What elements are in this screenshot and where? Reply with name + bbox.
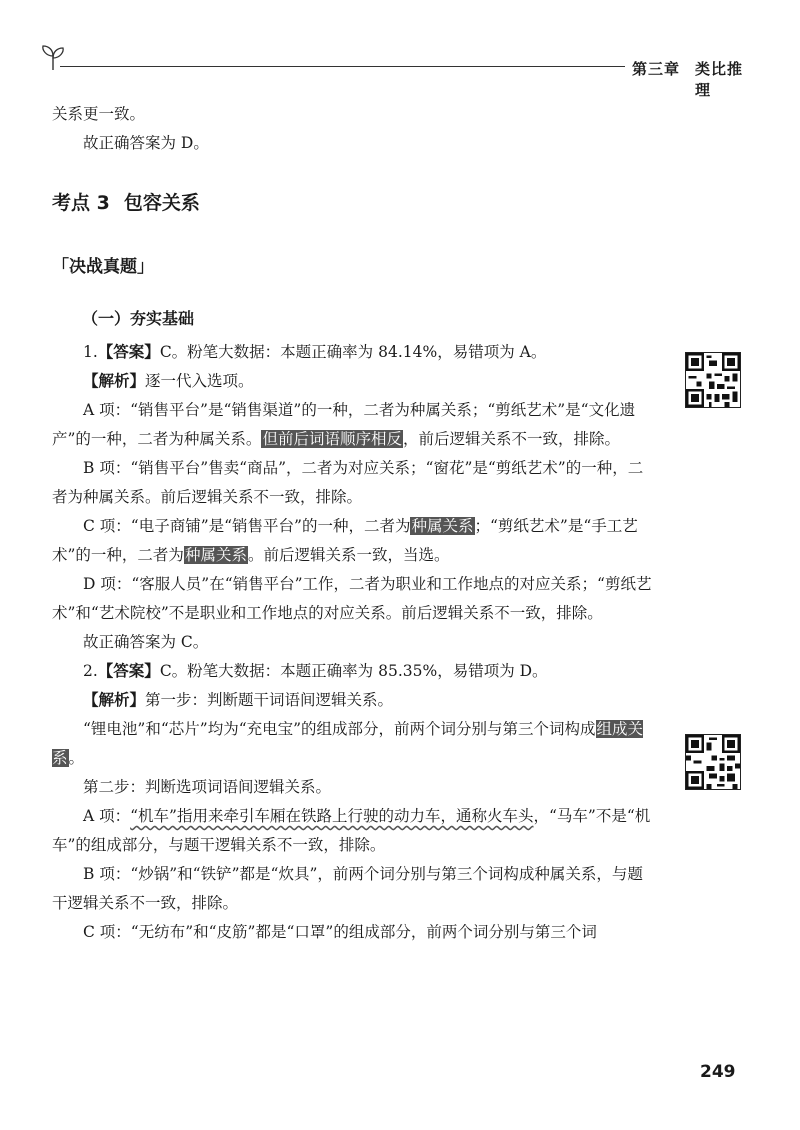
qr-code-icon (685, 734, 741, 790)
option-a: A 项：“机车”指用来牵引车厢在铁路上行驶的动力车，通称火车头，“马车”不是“机车”的组成部分，与题干逻辑关系不一致，排除。 (52, 807, 651, 854)
section-title (52, 188, 657, 218)
option-d: D 项：“客服人员”在“销售平台”工作，二者为职业和工作地点的对应关系；“剪纸艺术”和“艺术院校”不是职业和工作地点的对应关系。前后逻辑关系不一致，排除。 (52, 575, 652, 622)
analysis-line: 【解析】逐一代入选项。 (83, 372, 254, 390)
highlight: 种属关系 (411, 517, 474, 535)
highlight: 但前后词语顺序相反 (262, 430, 402, 448)
text-line: 第二步：判断选项词语间逻辑关系。 (83, 778, 332, 796)
answer-line: 1.【答案】C。粉笔大数据：本题正确率为 84.14%，易错项为 A。 (83, 343, 547, 361)
page-body (52, 100, 657, 947)
final-answer: 故正确答案为 C。 (83, 633, 209, 651)
highlight: 组成关系 (52, 720, 644, 767)
qr-code-icon (685, 352, 741, 408)
answer-tag: 【答案】 (97, 662, 160, 680)
highlight: 种属关系 (184, 546, 247, 564)
option-b: B 项：“销售平台”售卖“商品”，二者为对应关系；“窗花”是“剪纸艺术”的一种，二者为种属关系。前后逻辑关系不一致，排除。 (52, 459, 644, 506)
chapter-number: 第三章 (632, 60, 681, 78)
header-rule (60, 66, 625, 67)
text-line: 关系更一致。 (52, 105, 146, 123)
option-c: C 项：“无纺布”和“皮筋”都是“口罩”的组成部分，前两个词分别与第三个词 (83, 923, 597, 941)
section-name: 包容关系 (123, 192, 200, 214)
answer-line: 2.【答案】C。粉笔大数据：本题正确率为 85.35%，易错项为 D。 (83, 662, 548, 680)
subsection-title: （一）夯实基础 (82, 309, 195, 328)
section-number: 考点 3 (52, 192, 110, 214)
analysis-line: 【解析】第一步：判断题干词语间逻辑关系。 (83, 691, 394, 709)
wavy-underline: “机车”指用来牵引车厢在铁路上行驶的动力车，通称火车头 (130, 807, 534, 825)
option-c: C 项：“电子商铺”是“销售平台”的一种，二者为种属关系；“剪纸艺术”是“手工艺术”的一种，二者为种属关系。前后逻辑关系一致，当选。 (52, 517, 638, 564)
text-line: “锂电池”和“芯片”均为“充电宝”的组成部分，前两个词分别与第三个词构成组成关系。 (52, 720, 644, 767)
sprout-icon (40, 44, 66, 72)
option-a: A 项：“销售平台”是“销售渠道”的一种，二者为种属关系；“剪纸艺术”是“文化遗产”的一种，二者为种属关系。但前后词语顺序相反，前后逻辑关系不一致，排除。 (52, 401, 636, 448)
answer-tag: 【答案】 (97, 343, 160, 361)
analysis-tag: 【解析】 (83, 691, 146, 709)
exam-heading: 「决战真题」 (52, 257, 154, 277)
chapter-name: 类比推理 (695, 60, 744, 99)
page-header (40, 40, 745, 99)
text-line: 故正确答案为 D。 (83, 134, 209, 152)
analysis-tag: 【解析】 (83, 372, 146, 390)
page-number: 249 (700, 1062, 736, 1082)
option-b: B 项：“炒锅”和“铁铲”都是“炊具”，前两个词分别与第三个词构成种属关系，与题干逻辑关系不一致，排除。 (52, 865, 643, 912)
